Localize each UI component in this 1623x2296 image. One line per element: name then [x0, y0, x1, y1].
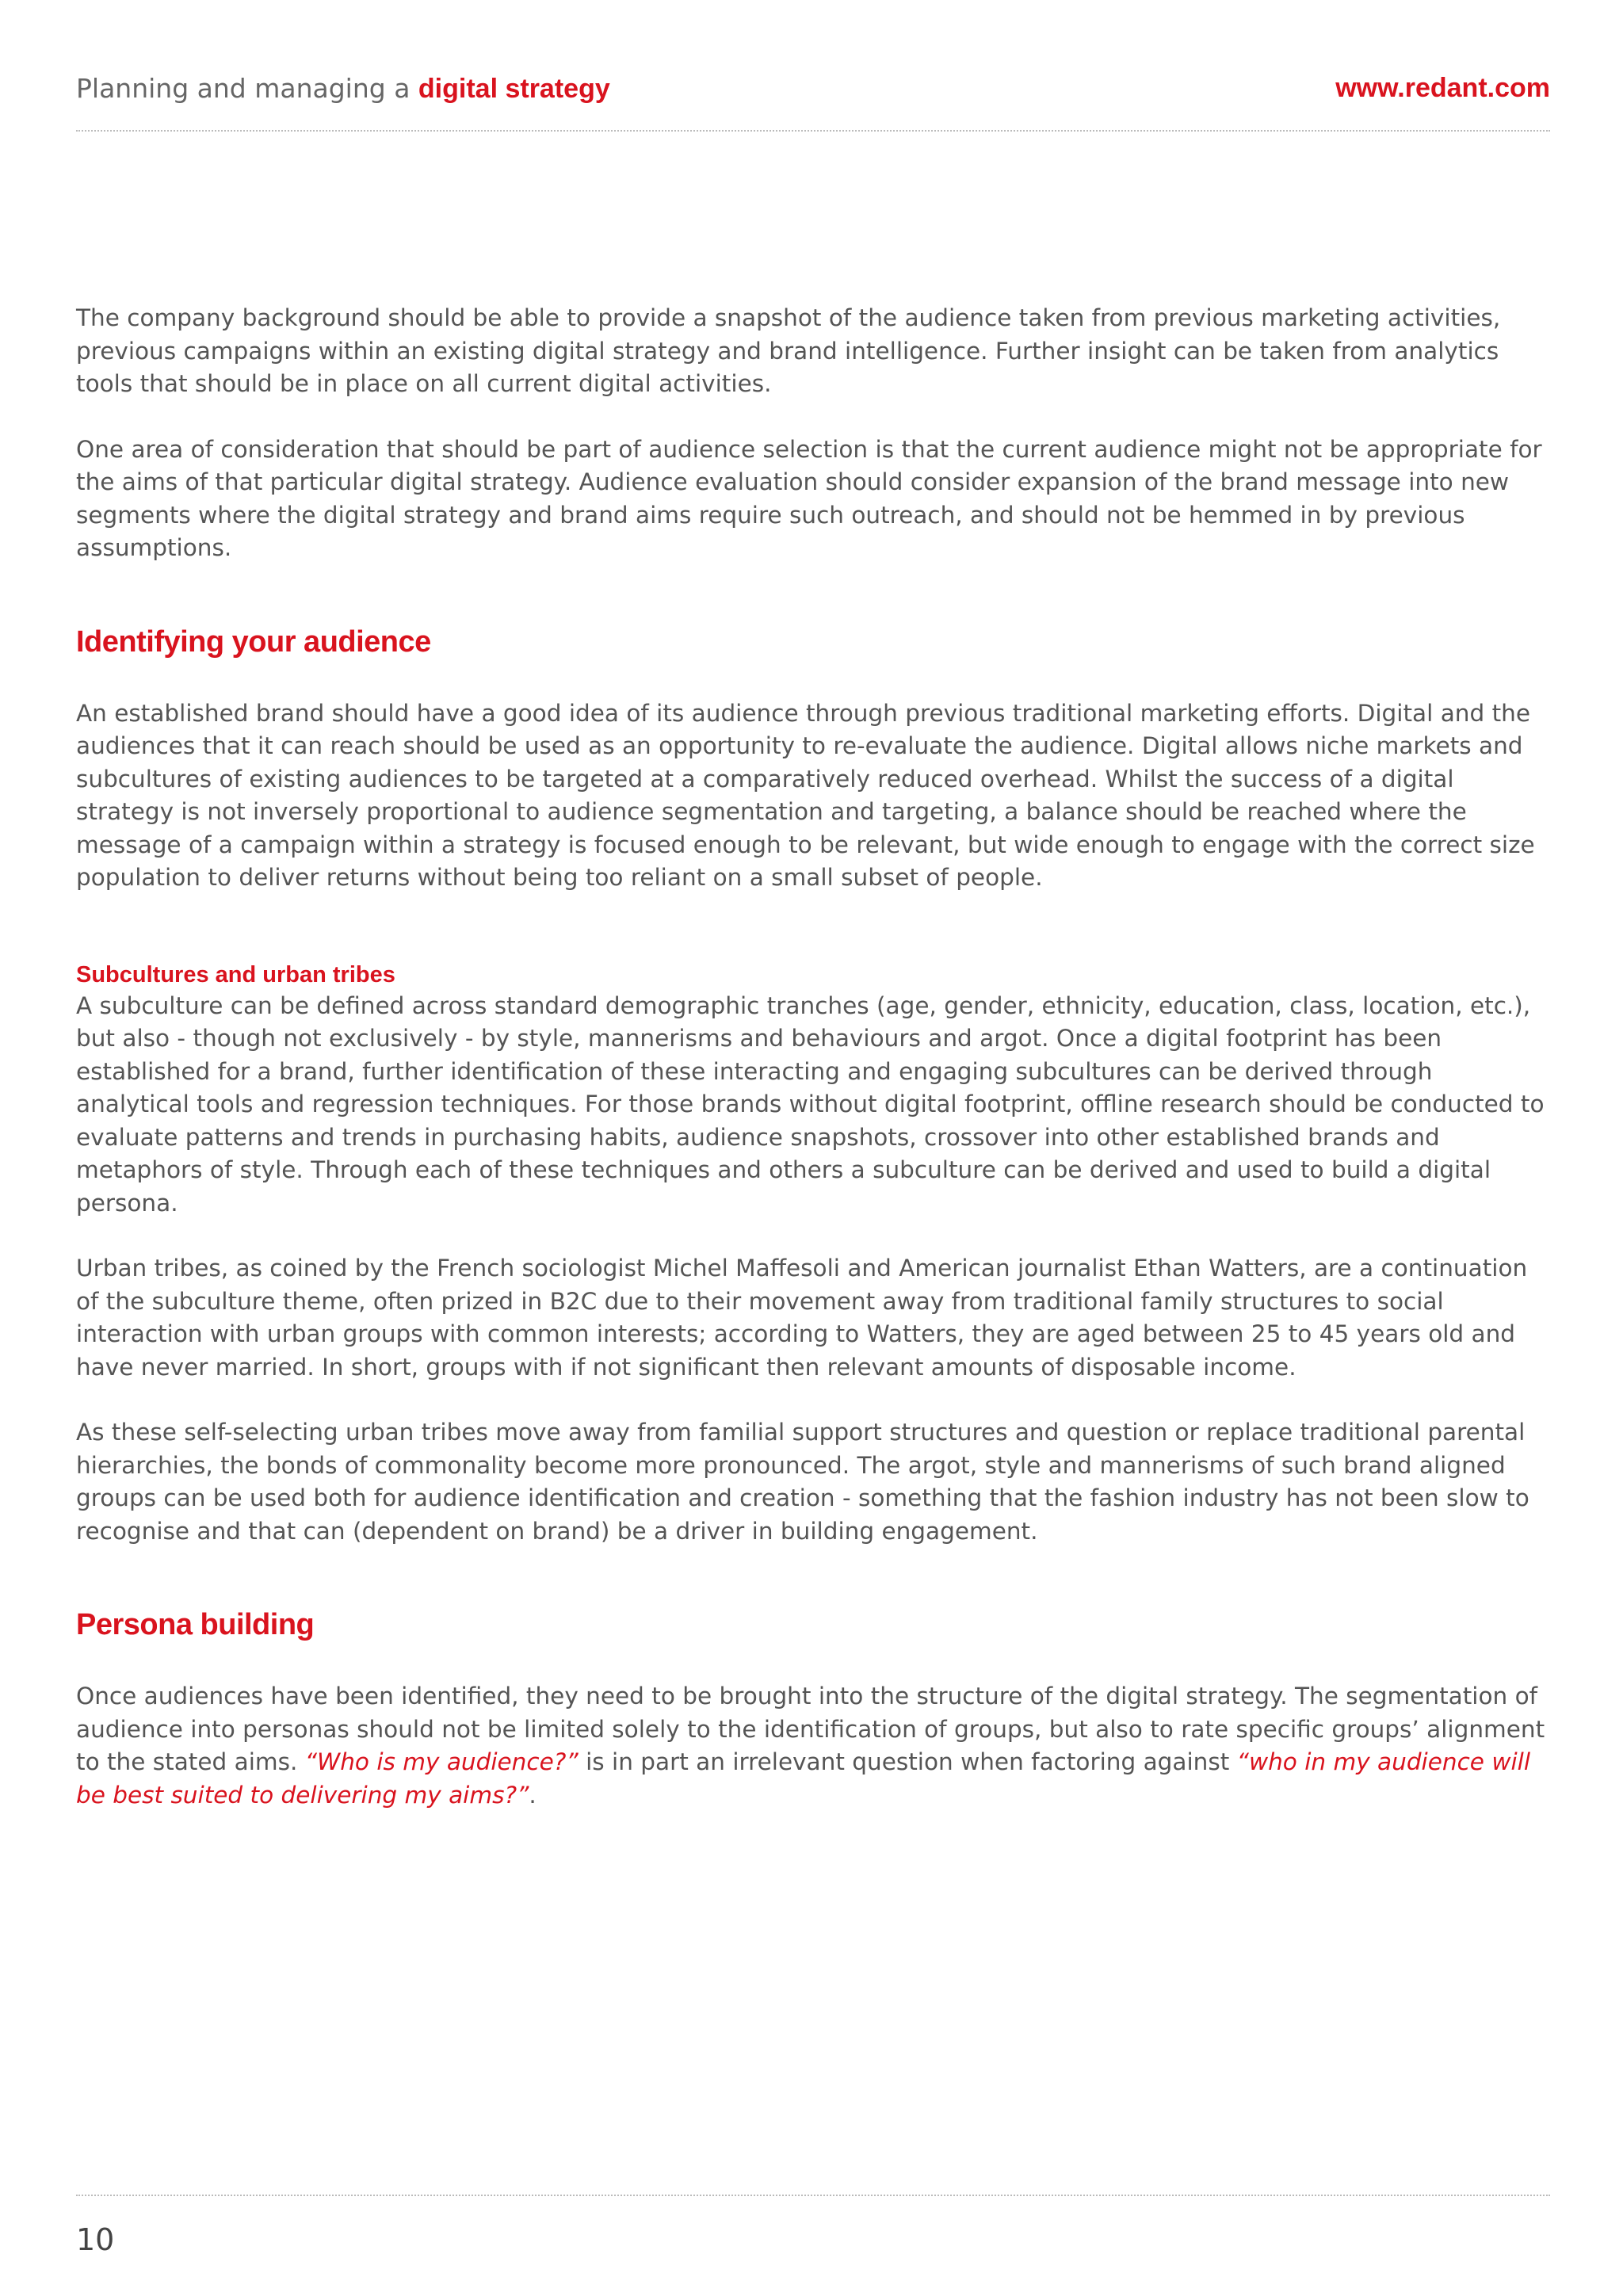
page-header — [76, 73, 1550, 105]
header-title — [76, 73, 610, 105]
section-heading-persona: Persona building — [76, 1608, 315, 1641]
persona-text-end: . — [529, 1781, 537, 1809]
footer-divider — [76, 2195, 1550, 2196]
document-page — [76, 0, 1550, 2296]
persona-text-mid: is in part an irrelevant question when factoring against — [578, 1748, 1237, 1775]
header-title-accent: digital strategy — [418, 74, 610, 104]
section-heading-identifying: Identifying your audience — [76, 625, 431, 659]
subsection-heading-subcultures: Subcultures and urban tribes — [76, 961, 395, 988]
persona-quote-1: “Who is my audience?” — [304, 1748, 579, 1775]
intro-paragraph-1: The company background should be able to provide a snapshot of the audience taken from previous marketing activities, previous campaigns within an existing digital strategy and brand intelligence. Further insight can be taken from analytics tools that should be in place on all current digital activities. — [76, 304, 1501, 397]
page-number: 10 — [76, 2222, 115, 2257]
header-divider — [76, 130, 1550, 132]
intro-paragraph-2: One area of consideration that should be part of audience selection is that the current audience might not be appropriate for the aims of that particular digital strategy. Audience evaluation should consider expansion of the brand message into new segments where the digital strategy and brand aims require such outreach, and should not be hemmed in by previous assumptions. — [76, 435, 1542, 561]
persona-paragraph-1 — [76, 1680, 1550, 1812]
subcultures-paragraph-2: Urban tribes, as coined by the French sociologist Michel Maffesoli and American journalist Ethan Watters, are a continuation of the subculture theme, often prized in B2C due to their movement away from traditional family structures to social interaction with urban groups with common interests; according to Watters, they are aged between 25 to 45 years old and have never married. In short, groups with if not significant then relevant amounts of disposable income. — [76, 1255, 1528, 1381]
persona-text-start: Once audiences have been identified, they need to be brought into the structure of the digital strategy. The segmentation of audience into personas should not be limited solely to the identification of groups, but also to rate specific groups’ alignment to the stated aims. — [76, 1683, 1545, 1775]
persona-quote-2: “who in my audience will be best suited to delivering my aims?” — [76, 1748, 1531, 1809]
header-title-prefix: Planning and managing a — [76, 73, 418, 104]
main-content — [76, 302, 1550, 1812]
subcultures-paragraph-1: A subculture can be defined across standard demographic tranches (age, gender, ethnicity, education, class, location, etc.), but also - though not exclusively - by style, mannerisms and behaviours and argot. Once a digital footprint has been established for a brand, further identification of these interacting and engaging subcultures can be derived through analytical tools and regression techniques. For those brands without digital footprint, offline research should be conducted to evaluate patterns and trends in purchasing habits, audience snapshots, crossover into other established brands and metaphors of style. Through each of these techniques and others a subculture can be derived and used to build a digital persona. — [76, 991, 1545, 1217]
subcultures-paragraph-3: As these self-selecting urban tribes move away from familial support structures and question or replace traditional parental hierarchies, the bonds of commonality become more pronounced. The argot, style and mannerisms of such brand aligned groups can be used both for audience identification and creation - something that the fashion industry has not been slow to recognise and that can (dependent on brand) be a driver in building engagement. — [76, 1419, 1529, 1545]
identifying-paragraph-1: An established brand should have a good idea of its audience through previous traditional marketing efforts. Digital and the audiences that it can reach should be used as an opportunity to re-evaluate the audience. Digital allows niche markets and subcultures of existing audiences to be targeted at a comparatively reduced overhead. Whilst the success of a digital strategy is not inversely proportional to audience segmentation and targeting, a balance should be reached where the message of a campaign within a strategy is focused enough to be relevant, but wide enough to engage with the correct size population to deliver returns without being too reliant on a small subset of people. — [76, 699, 1535, 891]
header-website-link[interactable]: www.redant.com — [1335, 73, 1550, 103]
